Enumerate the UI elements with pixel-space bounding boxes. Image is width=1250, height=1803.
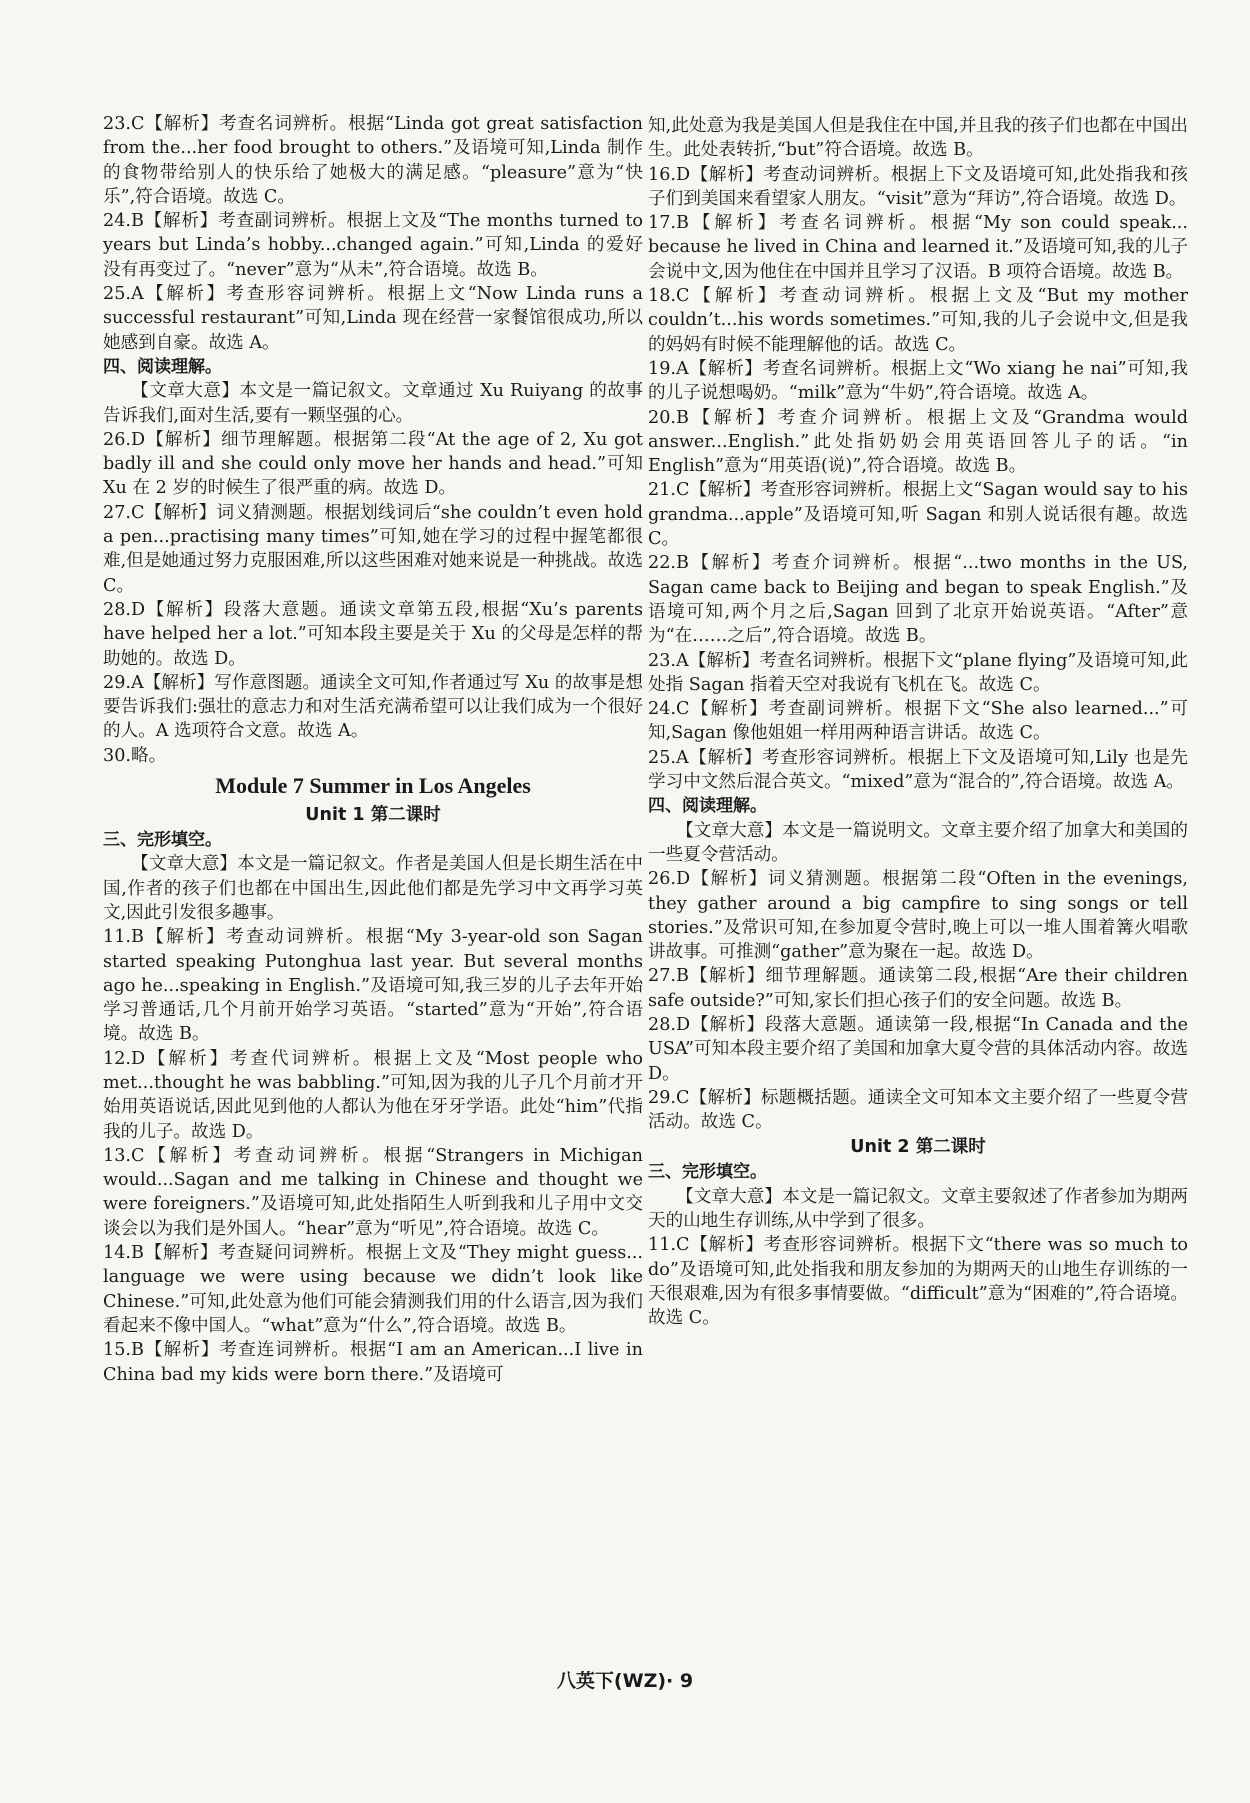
answer-item: 29.C【解析】标题概括题。通读全文可知本文主要介绍了一些夏令营活动。故选 C。: [648, 1087, 1188, 1133]
section-heading-cloze: 三、完形填空。: [648, 1162, 767, 1183]
answer-item: 23.C【解析】考查名词辨析。根据“Linda got great satisfaction from the...her food brought to others.”及语境可知,Linda 制作的食物带给别人的快乐给了她极大的满足感。“pleasure”意为“快乐”,符合语境。故选 C。: [103, 114, 643, 207]
answer-item: 13.C【解析】考查动词辨析。根据“Strangers in Michigan would...Sagan and me talking in Chinese and thought we were foreigners.”及语境可知,此处指陌生人听到我和儿子用中文交谈会以为我们是外国人。“hear”意为“听见”,符合语境。故选 C。: [103, 1145, 643, 1239]
unit-title: Unit 2 第二课时: [850, 1137, 986, 1158]
answer-item: 14.B【解析】考查疑问词辨析。根据上文及“They might guess... language we were using because we didn’t look like Chinese.”可知,此处意为他们可能会猜测我们用的什么语言,因为我们看起来不像中国人。“what”意为“什么”,符合语境。故选 B。: [103, 1243, 643, 1336]
answer-item: 23.A【解析】考查名词辨析。根据下文“plane flying”及语境可知,此处指 Sagan 指着天空对我说有飞机在飞。故选 C。: [648, 650, 1188, 695]
answer-item: 12.D【解析】考查代词辨析。根据上文及“Most people who met...thought he was babbling.”可知,因为我的儿子几个月前才开始用英语说话,因此见到他的人都认为他在牙牙学语。此处“him”代指我的儿子。故选 D。: [103, 1048, 643, 1142]
answer-item: 19.A【解析】考查名词辨析。根据上文“Wo xiang he nai”可知,我的儿子说想喝奶。“milk”意为“牛奶”,符合语境。故选 A。: [648, 358, 1188, 404]
answer-item: 28.D【解析】段落大意题。通读第一段,根据“In Canada and the USA”可知本段主要介绍了美国和加拿大夏令营的具体活动内容。故选 D。: [648, 1014, 1188, 1084]
answer-item: 24.B【解析】考查副词辨析。根据上文及“The months turned to years but Linda’s hobby...changed again.”可知,Linda 的爱好没有再变过了。“never”意为“从未”,符合语境。故选 B。: [103, 211, 643, 280]
answer-item: 27.C【解析】词义猜测题。根据划线词后“she couldn’t even hold a pen...practising many times”可知,她在学习的过程中握笔都很难,但是她通过努力克服困难,所以这些困难对她来说是一种挑战。故选 C。: [103, 502, 643, 596]
section-heading-reading: 四、阅读理解。: [103, 356, 222, 377]
right-column: [648, 114, 1188, 1331]
answer-item: 20.B【解析】考查介词辨析。根据上文及“Grandma would answer...English.”此处指奶奶会用英语回答儿子的话。“in English”意为“用英语(说)”,符合语境。故选 B。: [648, 407, 1188, 477]
answer-item: 知,此处意为我是美国人但是我住在中国,并且我的孩子们也都在中国出生。此处表转折,“but”符合语境。故选 B。: [648, 116, 1188, 161]
page-footer: 八英下(WZ)· 9: [556, 1670, 694, 1692]
answer-item: 15.B【解析】考查连词辨析。根据“I am an American...I live in China bad my kids were born there.”及语境可: [103, 1340, 643, 1385]
passage-summary: 【文章大意】本文是一篇说明文。文章主要介绍了加拿大和美国的一些夏令营活动。: [648, 820, 1188, 865]
unit-title: Unit 1 第二课时: [305, 805, 441, 826]
answer-item: 16.D【解析】考查动词辨析。根据上下文及语境可知,此处指我和孩子们到美国来看望家人朋友。“visit”意为“拜访”,符合语境。故选 D。: [648, 164, 1188, 209]
passage-summary: 【文章大意】本文是一篇记叙文。文章通过 Xu Ruiyang 的故事告诉我们,面对生活,要有一颗坚强的心。: [103, 381, 643, 426]
answer-item: 22.B【解析】考查介词辨析。根据“...two months in the US, Sagan came back to Beijing and began to speak English.”及语境可知,两个月之后,Sagan 回到了北京开始说英语。“After”意为“在……之后”,符合语境。故选 B。: [648, 553, 1188, 647]
passage-summary: 【文章大意】本文是一篇记叙文。作者是美国人但是长期生活在中国,作者的孩子们也都在中国出生,因此他们都是先学习中文再学习英文,因此引发很多趣事。: [103, 854, 643, 923]
answer-item: 30.略。: [103, 745, 167, 766]
answer-item: 25.A【解析】考查形容词辨析。根据上下文及语境可知,Lily 也是先学习中文然后混合英文。“mixed”意为“混合的”,符合语境。故选 A。: [648, 747, 1188, 793]
section-heading-reading: 四、阅读理解。: [648, 796, 767, 817]
answer-item: 11.C【解析】考查形容词辨析。根据下文“there was so much to do”及语境可知,此处指我和朋友参加的为期两天的山地生存训练的一天很艰难,因为有很多事情要做。“difficult”意为“困难的”,符合语境。故选 C。: [648, 1235, 1188, 1329]
answer-item: 26.D【解析】词义猜测题。根据第二段“Often in the evenings, they gather around a big campfire to sing songs or tell stories.”及常识可知,在参加夏令营时,晚上可以一堆人围着篝火唱歌讲故事。可推测“gather”意为聚在一起。故选 D。: [648, 869, 1188, 963]
answer-item: 26.D【解析】细节理解题。根据第二段“At the age of 2, Xu got badly ill and she could only move her hands and head.”可知 Xu 在 2 岁的时候生了很严重的病。故选 D。: [103, 429, 643, 499]
module-title: Module 7 Summer in Los Angeles: [215, 773, 531, 799]
left-column: [103, 112, 643, 1387]
passage-summary: 【文章大意】本文是一篇记叙文。文章主要叙述了作者参加为期两天的山地生存训练,从中学到了很多。: [648, 1186, 1188, 1232]
answer-item: 18.C【解析】考查动词辨析。根据上文及“But my mother couldn’t...his words sometimes.”可知,我的儿子会说中文,但是我的妈妈有时候不能理解他的话。故选 C。: [648, 286, 1188, 355]
answer-item: 27.B【解析】细节理解题。通读第二段,根据“Are their children safe outside?”可知,家长们担心孩子们的安全问题。故选 B。: [648, 966, 1188, 1011]
answer-item: 17.B【解析】考查名词辨析。根据“My son could speak... because he lived in China and learned it.”及语境可知,我的儿子会说中文,因为他住在中国并且学习了汉语。B 项符合语境。故选 B。: [648, 213, 1188, 282]
answer-item: 21.C【解析】考查形容词辨析。根据上文“Sagan would say to his grandma...apple”及语境可知,听 Sagan 和别人说话很有趣。故选 C。: [648, 480, 1188, 550]
answer-item: 24.C【解析】考查副词辨析。根据下文“She also learned...”可知,Sagan 像他姐姐一样用两种语言讲话。故选 C。: [648, 699, 1188, 744]
section-heading-cloze: 三、完形填空。: [103, 830, 222, 851]
answer-item: 28.D【解析】段落大意题。通读文章第五段,根据“Xu’s parents have helped her a lot.”可知本段主要是关于 Xu 的父母是怎样的帮助她的。故选 D。: [103, 599, 643, 669]
answer-item: 29.A【解析】写作意图题。通读全文可知,作者通过写 Xu 的故事是想要告诉我们:强壮的意志力和对生活充满希望可以让我们成为一个很好的人。A 选项符合文意。故选 A。: [103, 672, 643, 742]
answer-item: 25.A【解析】考查形容词辨析。根据上文“Now Linda runs a successful restaurant”可知,Linda 现在经营一家餐馆很成功,所以她感到自豪。故选 A。: [103, 284, 643, 353]
answer-item: 11.B【解析】考查动词辨析。根据“My 3-year-old son Sagan started speaking Putonghua last year. But several months ago he...speaking in English.”及语境可知,我三岁的儿子去年开始学习普通话,几个月前开始学习英语。“started”意为“开始”,符合语境。故选 B。: [103, 927, 643, 1045]
